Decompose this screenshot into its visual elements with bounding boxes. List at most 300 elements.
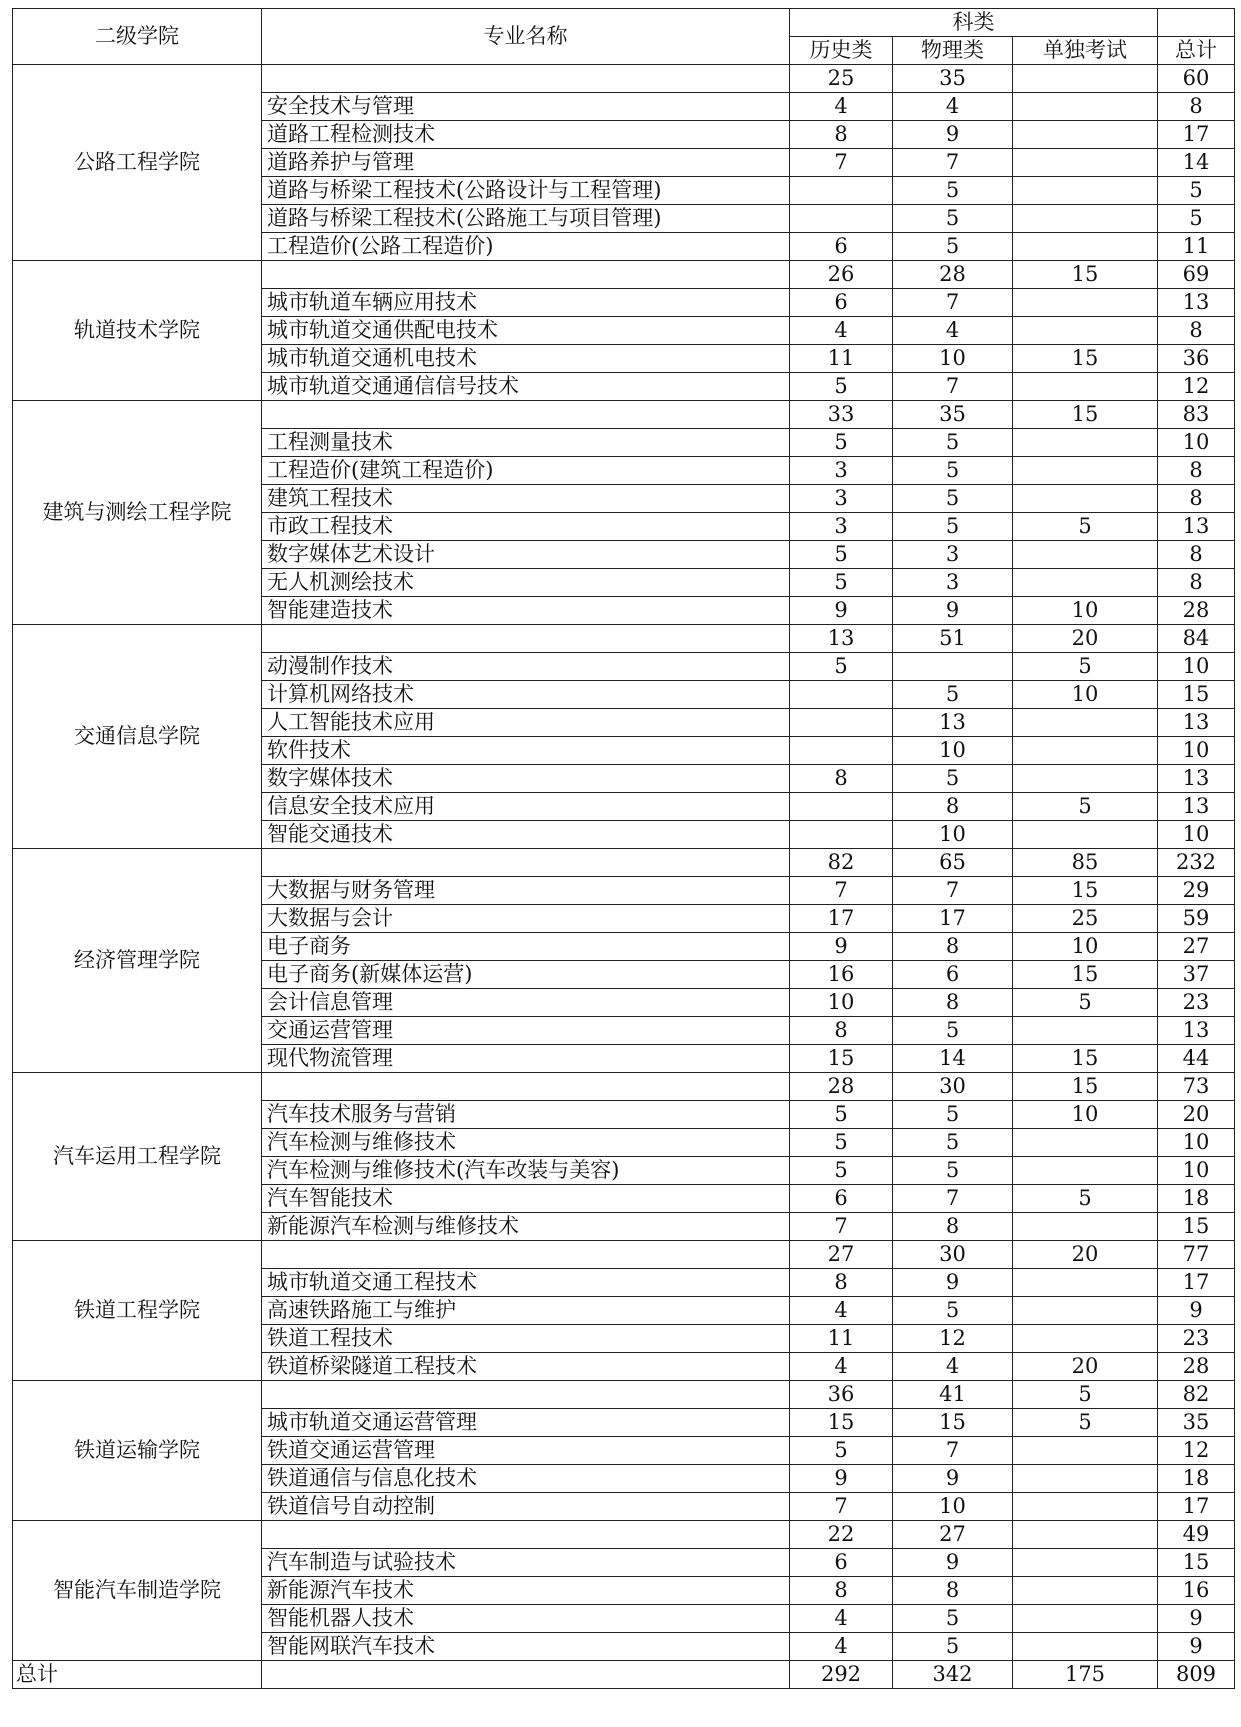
history-count: 6 bbox=[790, 233, 893, 261]
history-count bbox=[790, 821, 893, 849]
single-exam-count: 5 bbox=[1013, 1185, 1158, 1213]
single-exam-count: 10 bbox=[1013, 933, 1158, 961]
history-count: 7 bbox=[790, 1213, 893, 1241]
single-exam-count bbox=[1013, 1633, 1158, 1661]
physics-count: 5 bbox=[893, 1605, 1013, 1633]
history-count: 3 bbox=[790, 513, 893, 541]
history-count: 9 bbox=[790, 1465, 893, 1493]
major-name: 数字媒体艺术设计 bbox=[262, 541, 790, 569]
history-count: 5 bbox=[790, 541, 893, 569]
subtotal-history: 82 bbox=[790, 849, 893, 877]
major-name: 道路与桥梁工程技术(公路施工与项目管理) bbox=[262, 205, 790, 233]
single-exam-count bbox=[1013, 821, 1158, 849]
subtotal-total: 77 bbox=[1158, 1241, 1235, 1269]
single-exam-count: 15 bbox=[1013, 961, 1158, 989]
grand-total-total: 809 bbox=[1158, 1661, 1235, 1689]
single-exam-count bbox=[1013, 93, 1158, 121]
row-total: 8 bbox=[1158, 485, 1235, 513]
physics-count: 4 bbox=[893, 93, 1013, 121]
single-exam-count bbox=[1013, 1465, 1158, 1493]
row-total: 9 bbox=[1158, 1297, 1235, 1325]
physics-count: 5 bbox=[893, 429, 1013, 457]
header-single: 单独考试 bbox=[1013, 37, 1158, 65]
major-name: 城市轨道交通机电技术 bbox=[262, 345, 790, 373]
physics-count: 14 bbox=[893, 1045, 1013, 1073]
history-count: 10 bbox=[790, 989, 893, 1017]
physics-count: 5 bbox=[893, 765, 1013, 793]
subtotal-physics: 30 bbox=[893, 1241, 1013, 1269]
single-exam-count bbox=[1013, 1605, 1158, 1633]
subtotal-physics: 28 bbox=[893, 261, 1013, 289]
history-count: 6 bbox=[790, 1185, 893, 1213]
row-total: 18 bbox=[1158, 1185, 1235, 1213]
subtotal-major-blank bbox=[262, 1241, 790, 1269]
major-name: 信息安全技术应用 bbox=[262, 793, 790, 821]
single-exam-count bbox=[1013, 541, 1158, 569]
row-total: 17 bbox=[1158, 121, 1235, 149]
subtotal-total: 232 bbox=[1158, 849, 1235, 877]
single-exam-count bbox=[1013, 1269, 1158, 1297]
major-name: 工程造价(建筑工程造价) bbox=[262, 457, 790, 485]
history-count: 4 bbox=[790, 317, 893, 345]
single-exam-count bbox=[1013, 177, 1158, 205]
subtotal-history: 13 bbox=[790, 625, 893, 653]
history-count: 6 bbox=[790, 1549, 893, 1577]
single-exam-count: 15 bbox=[1013, 877, 1158, 905]
physics-count: 5 bbox=[893, 233, 1013, 261]
major-name: 工程造价(公路工程造价) bbox=[262, 233, 790, 261]
physics-count: 4 bbox=[893, 1353, 1013, 1381]
subtotal-history: 25 bbox=[790, 65, 893, 93]
history-count bbox=[790, 205, 893, 233]
major-name: 城市轨道交通通信信号技术 bbox=[262, 373, 790, 401]
single-exam-count: 5 bbox=[1013, 989, 1158, 1017]
physics-count: 9 bbox=[893, 121, 1013, 149]
major-name: 城市轨道交通供配电技术 bbox=[262, 317, 790, 345]
row-total: 14 bbox=[1158, 149, 1235, 177]
single-exam-count bbox=[1013, 737, 1158, 765]
physics-count: 10 bbox=[893, 345, 1013, 373]
physics-count: 5 bbox=[893, 1157, 1013, 1185]
grand-total-major-blank bbox=[262, 1661, 790, 1689]
physics-count: 7 bbox=[893, 1437, 1013, 1465]
single-exam-count bbox=[1013, 1325, 1158, 1353]
subtotal-total: 83 bbox=[1158, 401, 1235, 429]
history-count: 17 bbox=[790, 905, 893, 933]
subtotal-single: 15 bbox=[1013, 1073, 1158, 1101]
row-total: 17 bbox=[1158, 1493, 1235, 1521]
major-name: 城市轨道车辆应用技术 bbox=[262, 289, 790, 317]
history-count: 8 bbox=[790, 765, 893, 793]
college-name: 经济管理学院 bbox=[13, 849, 262, 1073]
physics-count: 5 bbox=[893, 205, 1013, 233]
subtotal-single: 20 bbox=[1013, 1241, 1158, 1269]
subtotal-history: 27 bbox=[790, 1241, 893, 1269]
major-name: 人工智能技术应用 bbox=[262, 709, 790, 737]
physics-count: 8 bbox=[893, 989, 1013, 1017]
subtotal-physics: 27 bbox=[893, 1521, 1013, 1549]
row-total: 15 bbox=[1158, 681, 1235, 709]
single-exam-count bbox=[1013, 1157, 1158, 1185]
history-count: 5 bbox=[790, 429, 893, 457]
college-name: 汽车运用工程学院 bbox=[13, 1073, 262, 1241]
history-count: 3 bbox=[790, 485, 893, 513]
grand-total-physics: 342 bbox=[893, 1661, 1013, 1689]
major-name: 汽车智能技术 bbox=[262, 1185, 790, 1213]
single-exam-count: 25 bbox=[1013, 905, 1158, 933]
enrollment-table bbox=[12, 8, 1235, 1689]
header-total-blank bbox=[1158, 9, 1235, 37]
physics-count: 17 bbox=[893, 905, 1013, 933]
row-total: 13 bbox=[1158, 793, 1235, 821]
major-name: 无人机测绘技术 bbox=[262, 569, 790, 597]
single-exam-count bbox=[1013, 1129, 1158, 1157]
major-name: 智能机器人技术 bbox=[262, 1605, 790, 1633]
physics-count: 5 bbox=[893, 1101, 1013, 1129]
history-count bbox=[790, 737, 893, 765]
physics-count: 7 bbox=[893, 877, 1013, 905]
grand-total-label: 总计 bbox=[13, 1661, 262, 1689]
history-count: 8 bbox=[790, 121, 893, 149]
history-count: 11 bbox=[790, 345, 893, 373]
row-total: 10 bbox=[1158, 429, 1235, 457]
single-exam-count bbox=[1013, 205, 1158, 233]
row-total: 5 bbox=[1158, 205, 1235, 233]
physics-count: 9 bbox=[893, 1549, 1013, 1577]
row-total: 36 bbox=[1158, 345, 1235, 373]
history-count: 5 bbox=[790, 653, 893, 681]
subtotal-history: 33 bbox=[790, 401, 893, 429]
subtotal-major-blank bbox=[262, 1521, 790, 1549]
subtotal-major-blank bbox=[262, 401, 790, 429]
history-count: 4 bbox=[790, 93, 893, 121]
history-count: 5 bbox=[790, 1101, 893, 1129]
row-total: 23 bbox=[1158, 989, 1235, 1017]
college-name: 轨道技术学院 bbox=[13, 261, 262, 401]
major-name: 智能建造技术 bbox=[262, 597, 790, 625]
row-total: 28 bbox=[1158, 597, 1235, 625]
major-name: 铁道工程技术 bbox=[262, 1325, 790, 1353]
history-count: 16 bbox=[790, 961, 893, 989]
subtotal-single bbox=[1013, 65, 1158, 93]
major-name: 铁道通信与信息化技术 bbox=[262, 1465, 790, 1493]
row-total: 59 bbox=[1158, 905, 1235, 933]
physics-count: 5 bbox=[893, 485, 1013, 513]
major-name: 工程测量技术 bbox=[262, 429, 790, 457]
grand-total-history: 292 bbox=[790, 1661, 893, 1689]
physics-count: 9 bbox=[893, 1269, 1013, 1297]
row-total: 10 bbox=[1158, 737, 1235, 765]
major-name: 铁道信号自动控制 bbox=[262, 1493, 790, 1521]
row-total: 28 bbox=[1158, 1353, 1235, 1381]
single-exam-count bbox=[1013, 373, 1158, 401]
single-exam-count bbox=[1013, 569, 1158, 597]
header-major: 专业名称 bbox=[262, 9, 790, 65]
row-total: 15 bbox=[1158, 1213, 1235, 1241]
single-exam-count: 10 bbox=[1013, 681, 1158, 709]
physics-count bbox=[893, 653, 1013, 681]
subtotal-physics: 30 bbox=[893, 1073, 1013, 1101]
physics-count: 5 bbox=[893, 1017, 1013, 1045]
single-exam-count bbox=[1013, 1297, 1158, 1325]
college-subtotal-row bbox=[13, 1241, 1235, 1269]
college-subtotal-row bbox=[13, 65, 1235, 93]
history-count: 7 bbox=[790, 149, 893, 177]
row-total: 8 bbox=[1158, 317, 1235, 345]
row-total: 8 bbox=[1158, 457, 1235, 485]
subtotal-single: 15 bbox=[1013, 401, 1158, 429]
physics-count: 8 bbox=[893, 1213, 1013, 1241]
college-subtotal-row bbox=[13, 625, 1235, 653]
history-count: 15 bbox=[790, 1409, 893, 1437]
header-total: 总计 bbox=[1158, 37, 1235, 65]
history-count: 8 bbox=[790, 1017, 893, 1045]
physics-count: 6 bbox=[893, 961, 1013, 989]
major-name: 城市轨道交通工程技术 bbox=[262, 1269, 790, 1297]
row-total: 20 bbox=[1158, 1101, 1235, 1129]
row-total: 16 bbox=[1158, 1577, 1235, 1605]
physics-count: 8 bbox=[893, 933, 1013, 961]
row-total: 13 bbox=[1158, 1017, 1235, 1045]
history-count: 5 bbox=[790, 569, 893, 597]
header-physics: 物理类 bbox=[893, 37, 1013, 65]
history-count: 9 bbox=[790, 933, 893, 961]
physics-count: 10 bbox=[893, 1493, 1013, 1521]
subtotal-total: 49 bbox=[1158, 1521, 1235, 1549]
subtotal-history: 28 bbox=[790, 1073, 893, 1101]
physics-count: 3 bbox=[893, 541, 1013, 569]
subtotal-physics: 51 bbox=[893, 625, 1013, 653]
physics-count: 8 bbox=[893, 1577, 1013, 1605]
major-name: 动漫制作技术 bbox=[262, 653, 790, 681]
major-name: 汽车制造与试验技术 bbox=[262, 1549, 790, 1577]
college-subtotal-row bbox=[13, 1073, 1235, 1101]
row-total: 9 bbox=[1158, 1605, 1235, 1633]
single-exam-count bbox=[1013, 709, 1158, 737]
row-total: 13 bbox=[1158, 765, 1235, 793]
subtotal-single: 15 bbox=[1013, 261, 1158, 289]
college-name: 公路工程学院 bbox=[13, 65, 262, 261]
history-count: 11 bbox=[790, 1325, 893, 1353]
major-name: 大数据与财务管理 bbox=[262, 877, 790, 905]
history-count bbox=[790, 793, 893, 821]
subtotal-major-blank bbox=[262, 849, 790, 877]
major-name: 建筑工程技术 bbox=[262, 485, 790, 513]
major-name: 道路工程检测技术 bbox=[262, 121, 790, 149]
subtotal-single: 85 bbox=[1013, 849, 1158, 877]
single-exam-count: 15 bbox=[1013, 1045, 1158, 1073]
physics-count: 12 bbox=[893, 1325, 1013, 1353]
single-exam-count bbox=[1013, 765, 1158, 793]
grand-total-row bbox=[13, 1661, 1235, 1689]
single-exam-count bbox=[1013, 1213, 1158, 1241]
major-name: 汽车检测与维修技术 bbox=[262, 1129, 790, 1157]
major-name: 汽车检测与维修技术(汽车改装与美容) bbox=[262, 1157, 790, 1185]
row-total: 9 bbox=[1158, 1633, 1235, 1661]
college-name: 交通信息学院 bbox=[13, 625, 262, 849]
row-total: 5 bbox=[1158, 177, 1235, 205]
row-total: 13 bbox=[1158, 289, 1235, 317]
physics-count: 7 bbox=[893, 373, 1013, 401]
major-name: 市政工程技术 bbox=[262, 513, 790, 541]
history-count: 5 bbox=[790, 1437, 893, 1465]
major-name: 电子商务(新媒体运营) bbox=[262, 961, 790, 989]
single-exam-count: 5 bbox=[1013, 793, 1158, 821]
single-exam-count bbox=[1013, 317, 1158, 345]
row-total: 10 bbox=[1158, 653, 1235, 681]
history-count: 4 bbox=[790, 1605, 893, 1633]
single-exam-count bbox=[1013, 121, 1158, 149]
row-total: 10 bbox=[1158, 821, 1235, 849]
major-name: 电子商务 bbox=[262, 933, 790, 961]
major-name: 道路与桥梁工程技术(公路设计与工程管理) bbox=[262, 177, 790, 205]
header-category: 科类 bbox=[790, 9, 1158, 37]
major-name: 城市轨道交通运营管理 bbox=[262, 1409, 790, 1437]
single-exam-count bbox=[1013, 1549, 1158, 1577]
history-count: 8 bbox=[790, 1577, 893, 1605]
physics-count: 5 bbox=[893, 1633, 1013, 1661]
subtotal-major-blank bbox=[262, 625, 790, 653]
physics-count: 7 bbox=[893, 289, 1013, 317]
college-subtotal-row bbox=[13, 1381, 1235, 1409]
physics-count: 13 bbox=[893, 709, 1013, 737]
college-name: 铁道工程学院 bbox=[13, 1241, 262, 1381]
header-history: 历史类 bbox=[790, 37, 893, 65]
row-total: 18 bbox=[1158, 1465, 1235, 1493]
subtotal-major-blank bbox=[262, 1381, 790, 1409]
subtotal-history: 22 bbox=[790, 1521, 893, 1549]
physics-count: 4 bbox=[893, 317, 1013, 345]
subtotal-total: 69 bbox=[1158, 261, 1235, 289]
row-total: 15 bbox=[1158, 1549, 1235, 1577]
college-name: 建筑与测绘工程学院 bbox=[13, 401, 262, 625]
history-count: 5 bbox=[790, 1129, 893, 1157]
subtotal-total: 82 bbox=[1158, 1381, 1235, 1409]
college-subtotal-row bbox=[13, 261, 1235, 289]
physics-count: 5 bbox=[893, 1297, 1013, 1325]
major-name: 铁道交通运营管理 bbox=[262, 1437, 790, 1465]
major-name: 大数据与会计 bbox=[262, 905, 790, 933]
row-total: 12 bbox=[1158, 373, 1235, 401]
subtotal-total: 84 bbox=[1158, 625, 1235, 653]
major-name: 软件技术 bbox=[262, 737, 790, 765]
history-count bbox=[790, 177, 893, 205]
row-total: 37 bbox=[1158, 961, 1235, 989]
single-exam-count: 5 bbox=[1013, 513, 1158, 541]
subtotal-physics: 65 bbox=[893, 849, 1013, 877]
history-count: 5 bbox=[790, 1157, 893, 1185]
history-count: 4 bbox=[790, 1297, 893, 1325]
row-total: 35 bbox=[1158, 1409, 1235, 1437]
subtotal-physics: 41 bbox=[893, 1381, 1013, 1409]
single-exam-count: 15 bbox=[1013, 345, 1158, 373]
physics-count: 3 bbox=[893, 569, 1013, 597]
major-name: 铁道桥梁隧道工程技术 bbox=[262, 1353, 790, 1381]
college-name: 铁道运输学院 bbox=[13, 1381, 262, 1521]
single-exam-count bbox=[1013, 1577, 1158, 1605]
major-name: 汽车技术服务与营销 bbox=[262, 1101, 790, 1129]
row-total: 17 bbox=[1158, 1269, 1235, 1297]
single-exam-count bbox=[1013, 485, 1158, 513]
college-subtotal-row bbox=[13, 401, 1235, 429]
physics-count: 9 bbox=[893, 597, 1013, 625]
header-college: 二级学院 bbox=[13, 9, 262, 65]
subtotal-single: 5 bbox=[1013, 1381, 1158, 1409]
single-exam-count: 5 bbox=[1013, 1409, 1158, 1437]
row-total: 8 bbox=[1158, 93, 1235, 121]
single-exam-count bbox=[1013, 149, 1158, 177]
subtotal-history: 36 bbox=[790, 1381, 893, 1409]
physics-count: 10 bbox=[893, 821, 1013, 849]
major-name: 道路养护与管理 bbox=[262, 149, 790, 177]
subtotal-history: 26 bbox=[790, 261, 893, 289]
header-row-1 bbox=[13, 9, 1235, 37]
row-total: 10 bbox=[1158, 1129, 1235, 1157]
history-count: 7 bbox=[790, 877, 893, 905]
single-exam-count bbox=[1013, 429, 1158, 457]
physics-count: 9 bbox=[893, 1465, 1013, 1493]
subtotal-physics: 35 bbox=[893, 65, 1013, 93]
row-total: 8 bbox=[1158, 541, 1235, 569]
row-total: 10 bbox=[1158, 1157, 1235, 1185]
history-count: 6 bbox=[790, 289, 893, 317]
history-count: 3 bbox=[790, 457, 893, 485]
row-total: 27 bbox=[1158, 933, 1235, 961]
college-subtotal-row bbox=[13, 1521, 1235, 1549]
college-name: 智能汽车制造学院 bbox=[13, 1521, 262, 1661]
history-count bbox=[790, 681, 893, 709]
row-total: 29 bbox=[1158, 877, 1235, 905]
single-exam-count bbox=[1013, 1437, 1158, 1465]
major-name: 现代物流管理 bbox=[262, 1045, 790, 1073]
single-exam-count: 10 bbox=[1013, 1101, 1158, 1129]
major-name: 智能网联汽车技术 bbox=[262, 1633, 790, 1661]
single-exam-count bbox=[1013, 289, 1158, 317]
row-total: 12 bbox=[1158, 1437, 1235, 1465]
single-exam-count bbox=[1013, 457, 1158, 485]
row-total: 11 bbox=[1158, 233, 1235, 261]
row-total: 13 bbox=[1158, 513, 1235, 541]
single-exam-count bbox=[1013, 1017, 1158, 1045]
history-count bbox=[790, 709, 893, 737]
subtotal-total: 60 bbox=[1158, 65, 1235, 93]
physics-count: 5 bbox=[893, 457, 1013, 485]
physics-count: 7 bbox=[893, 149, 1013, 177]
row-total: 8 bbox=[1158, 569, 1235, 597]
history-count: 15 bbox=[790, 1045, 893, 1073]
subtotal-single bbox=[1013, 1521, 1158, 1549]
major-name: 新能源汽车技术 bbox=[262, 1577, 790, 1605]
physics-count: 8 bbox=[893, 793, 1013, 821]
history-count: 4 bbox=[790, 1633, 893, 1661]
major-name: 安全技术与管理 bbox=[262, 93, 790, 121]
physics-count: 5 bbox=[893, 177, 1013, 205]
history-count: 5 bbox=[790, 373, 893, 401]
single-exam-count: 10 bbox=[1013, 597, 1158, 625]
physics-count: 10 bbox=[893, 737, 1013, 765]
subtotal-major-blank bbox=[262, 1073, 790, 1101]
history-count: 7 bbox=[790, 1493, 893, 1521]
major-name: 数字媒体技术 bbox=[262, 765, 790, 793]
physics-count: 7 bbox=[893, 1185, 1013, 1213]
major-name: 计算机网络技术 bbox=[262, 681, 790, 709]
physics-count: 5 bbox=[893, 681, 1013, 709]
major-name: 智能交通技术 bbox=[262, 821, 790, 849]
row-total: 23 bbox=[1158, 1325, 1235, 1353]
physics-count: 5 bbox=[893, 1129, 1013, 1157]
physics-count: 15 bbox=[893, 1409, 1013, 1437]
major-name: 高速铁路施工与维护 bbox=[262, 1297, 790, 1325]
